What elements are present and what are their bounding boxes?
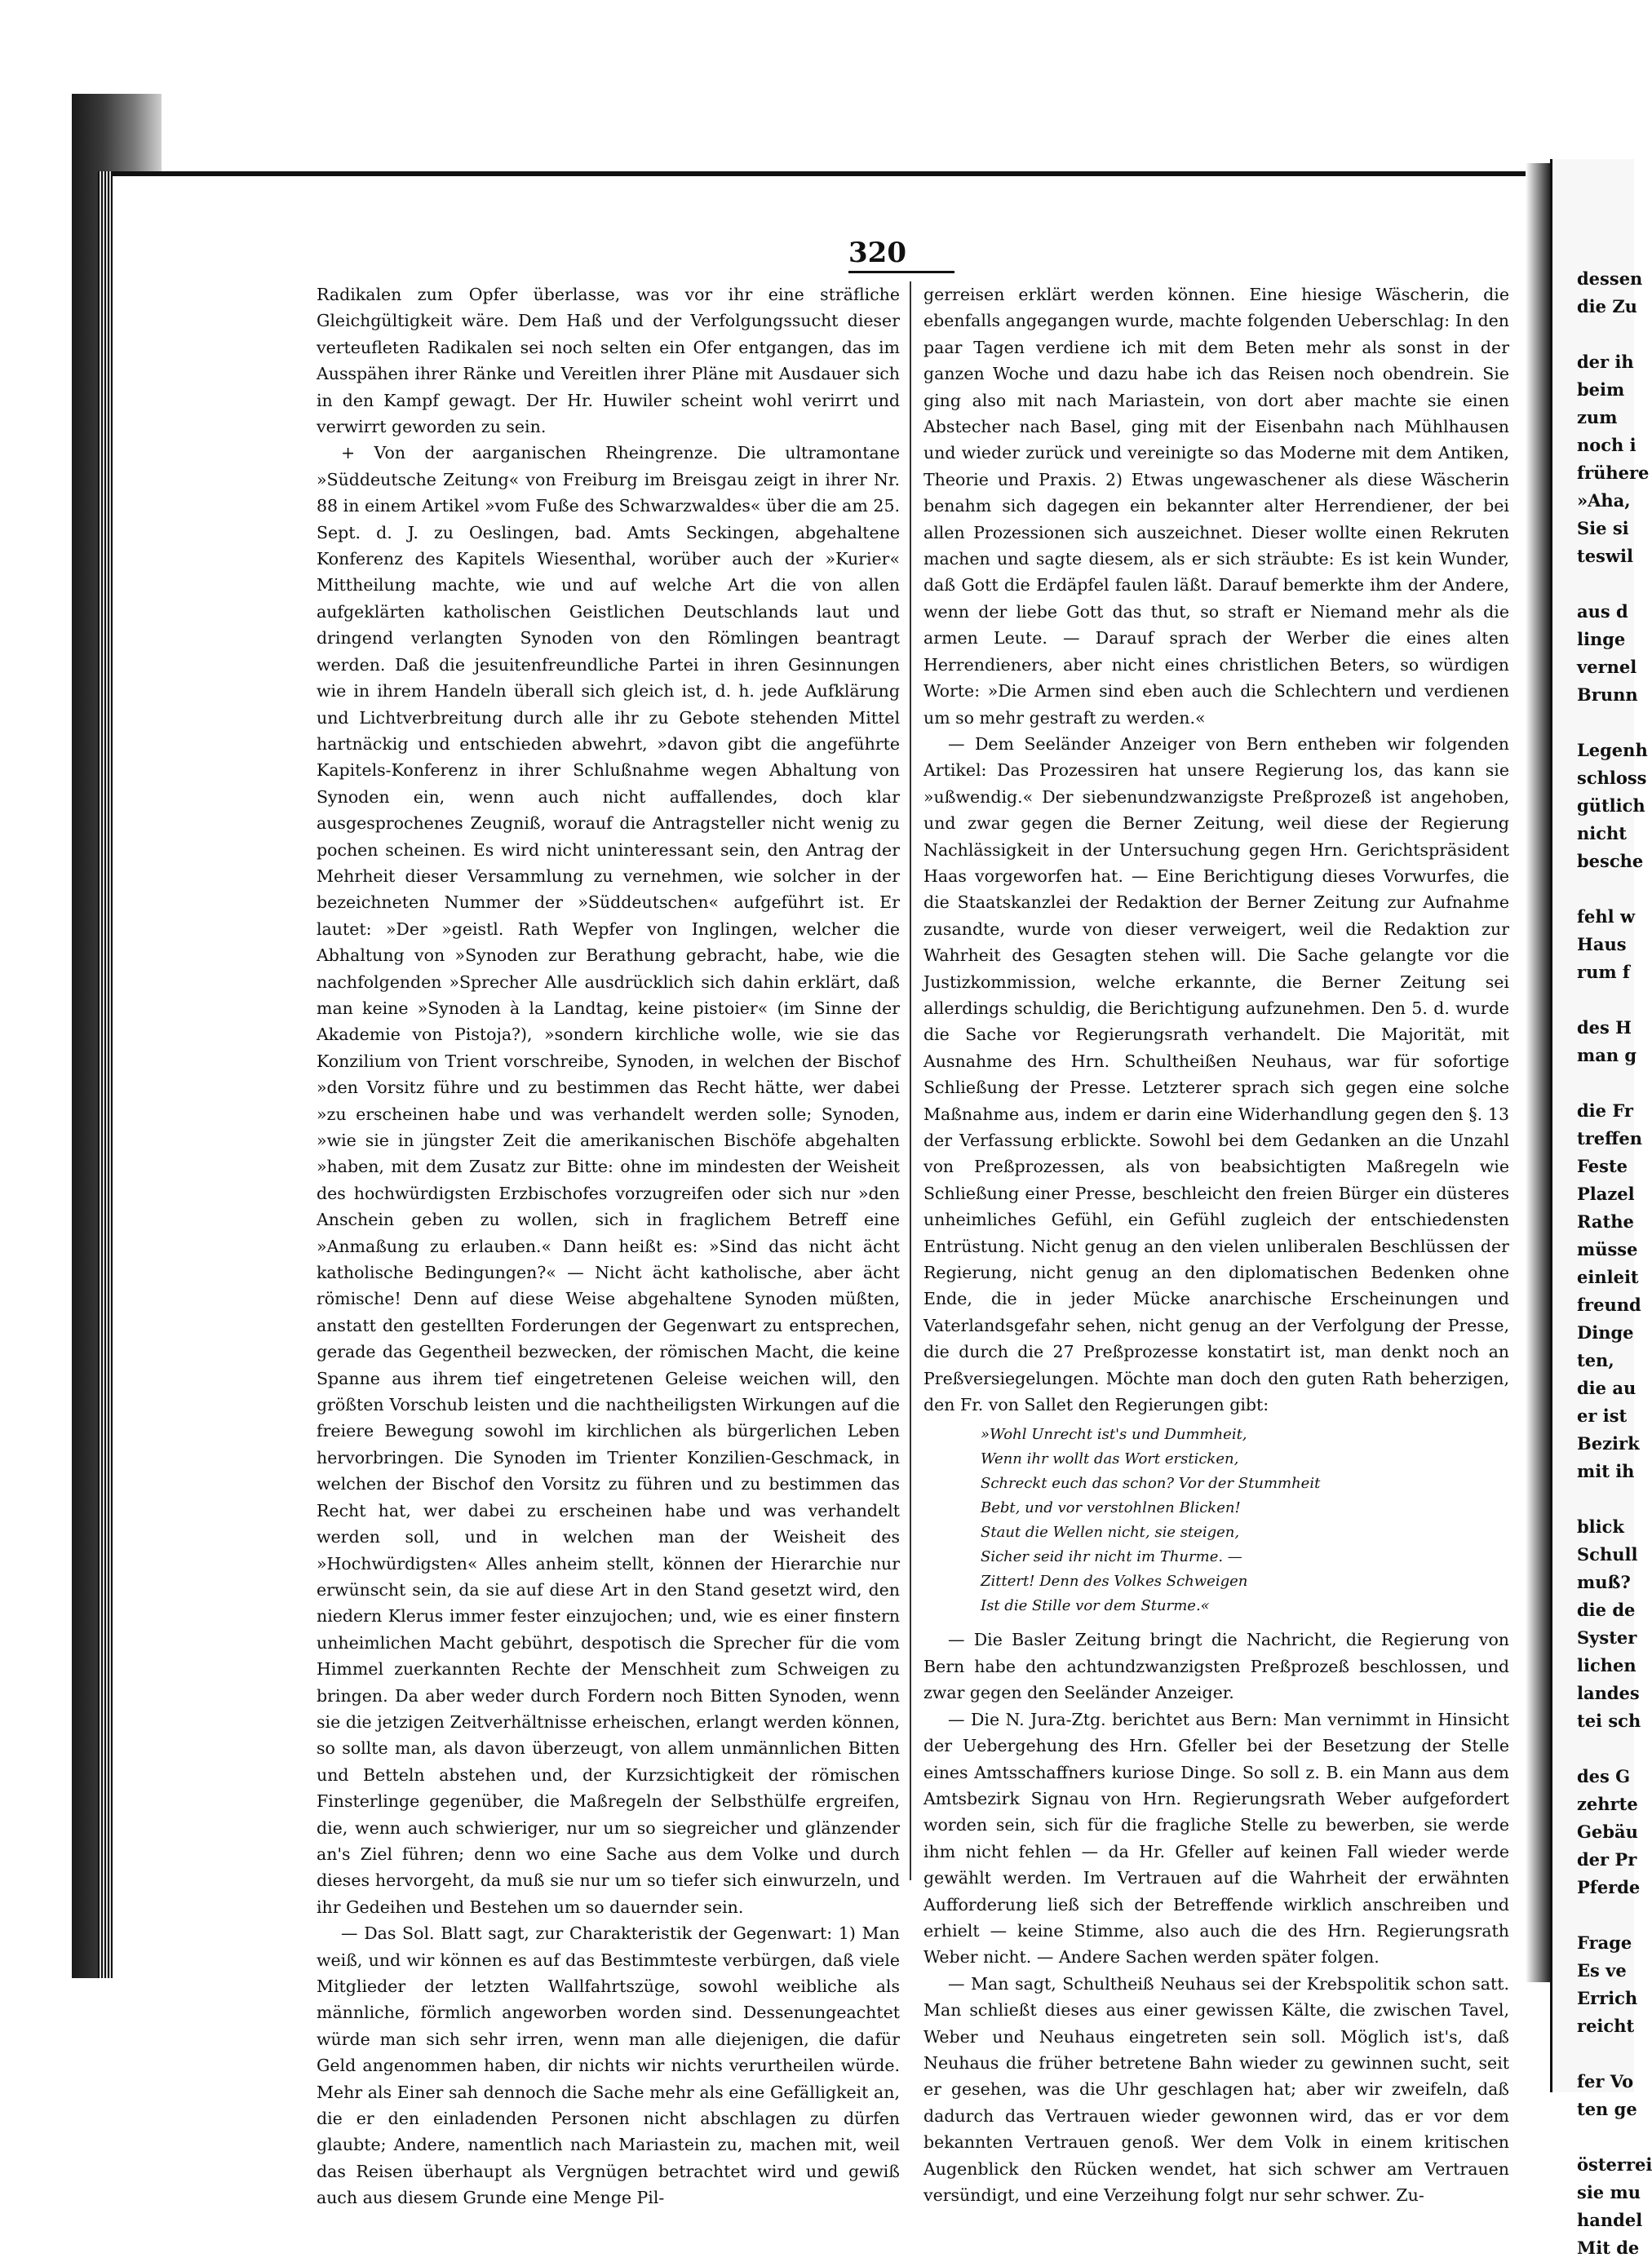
facing-page-fragment: treffen: [1577, 1128, 1642, 1149]
facing-page-fragment: [1552, 2123, 1634, 2151]
facing-page-fragment: sie mu: [1577, 2182, 1641, 2202]
facing-page-fragment: des H: [1577, 1017, 1632, 1038]
page-edge-stack: [98, 171, 113, 1978]
facing-page-fragment: die de: [1577, 1600, 1636, 1620]
facing-page-fragment: Pferde: [1577, 1877, 1641, 1897]
facing-page-fragment: Rathe: [1577, 1211, 1634, 1232]
facing-page-fragment: Frage: [1577, 1932, 1632, 1953]
facing-page-fragment: blick: [1577, 1516, 1624, 1537]
facing-page-fragment: mit ih: [1577, 1461, 1635, 1481]
page-number-rule: [848, 271, 954, 273]
facing-page-fragment: landes: [1577, 1683, 1640, 1703]
facing-page-fragment: frühere: [1577, 463, 1650, 483]
page-number: 320: [848, 237, 906, 269]
facing-page-fragment: teswil: [1577, 546, 1633, 566]
facing-page-fragment: Plazel: [1577, 1184, 1635, 1204]
left-paragraph: + Von der aarganischen Rheingrenze. Die ultramontane »Süddeutsche Zeitung« von Freiburg im Breisgau zeigt in ihrer Nr. 88 in einem Artikel »vom Fuße des Schwarzwaldes« über die am 25. Sept. d. J. zu Oeslingen, bad. Amts Seckingen, abgehaltene Konferenz des Kapitels Wiesenthal, worüber auch der »Kurier« Mittheilung machte, wie und auf welche Art die von allen aufgeklärten katholischen Geistlichen Deutschlands laut und dringend verlangten Synoden von den Römlingen beantragt werden. Daß die jesuitenfreundliche Partei in ihren Gesinnungen wie in ihrem Handeln überall sich gleich ist, d. h. jede Aufklärung und Lichtverbreitung durch alle ihr zu Gebote stehenden Mittel hartnäckig und entschieden abwehrt, »davon gibt die angeführte Kapitels-Konferenz in ihrer Schlußnahme wegen Abhaltung von Synoden ein, wenn auch nicht auffallendes, doch klar ausgesprochenes Zeugniß, worauf die Antragsteller nicht wenig zu pochen scheinen. Es wird nicht uninteressant sein, den Antrag der Mehrheit dieser Versammlung zu vernehmen, wie solcher in der bezeichneten Nummer der »Süddeutschen« aufgeführt ist. Er lautet: »Der »geistl. Rath Wepfer von Inglingen, welcher die Abhaltung von »Synoden zur Berathung gebracht, habe, wie die nachfolgenden »Sprecher Alle ausdrücklich sich dahin erklärt, daß man keine »Synoden à la Landtag, keine pistoier« (im Sinne der Akademie von Pistoja?), »sondern kirchliche wolle, wie sie das Konzilium von Trient vorschreibe, Synoden, in welchen der Bischof »den Vorsitz führe und zu bestimmen das Recht hätte, wer dabei »zu erscheinen habe und was verhandelt werden solle; Synoden, »wie sie in jüngster Zeit die amerikanischen Bischöfe abgehalten »haben, mit dem Zusatz zur Bitte: ohne im mindesten der Weisheit des hochwürdigsten Erzbischofes vorzugreifen oder sich nur »den Anschein geben zu wollen, sich in fraglichem Betreff eine »Anmaßung zu erlauben.« Dann heißt es: »Sind das nicht ächt katholische Bedingungen?« — Nicht ächt katholische, aber ächt römische! Denn auf diese Weise abgehaltene Synoden müßten, anstatt den gestellten Forderungen der Gegenwart zu entsprechen, gerade das Gegentheil bezwecken, der römischen Macht, die keine Spanne aus ihrem tief eingetretenen Geleise weichen will, den größten Vorschub leisten und die nachtheiligsten Wirkungen auf die freiere Bewegung sowohl im kirchlichen als bürgerlichen Leben hervorbringen. Die Synoden im Trienter Konzilien-Geschmack, in welchen der Bischof den Vorsitz zu führen und zu bestimmen das Recht hat, wer dabei zu erscheinen habe und was verhandelt werden soll, und in welchen man der Weisheit des »Hochwürdigsten« Alles anheim stellt, können der Hierarchie nur erwünscht sein, da sie auf diese Art in den Stand gesetzt wird, den niedern Klerus immer fester einzujochen; und, wie es einer finstern unheimlichen Macht gebührt, despotisch die Sprecher für die vom Himmel zuerkannten Rechte der Menschheit zum Schweigen zu bringen. Da aber weder durch Fordern noch Bitten Synoden, wenn sie die jetzigen Zeitverhältnisse erheischen, erlangt werden können, so sollte man, als davon überzeugt, von allem unmännlichen Bitten und Betteln abstehen und, der Kurzsichtigkeit der römischen Finsterlinge gegenüber, die Maßregeln der Selbsthülfe ergreifen, die, wenn auch schwieriger, nur um so siegreicher und glänzender an's Ziel führen; denn wo eine Sache aus dem Volke und durch dieses hervorgeht, da muß sie nur um so tiefer sich einwurzeln, und ihr Gedeihen und Bestehen um so dauernder sein.: [317, 443, 900, 1917]
right-column: [923, 281, 1509, 2208]
facing-page-fragment: beim: [1577, 379, 1625, 400]
facing-page-fragment: muß?: [1577, 1572, 1631, 1592]
facing-page-fragment: Gebäu: [1577, 1822, 1638, 1842]
poem-line: Bebt, und vor verstohlnen Blicken!: [981, 1499, 1241, 1517]
facing-page-edge: [1550, 159, 1652, 2258]
facing-page-fragment: [1552, 1901, 1634, 1929]
poem-line: Zittert! Denn des Volkes Schweigen: [981, 1573, 1248, 1591]
facing-page-fragment: [1552, 709, 1634, 737]
poem-line: »Wohl Unrecht ist's und Dummheit,: [981, 1426, 1247, 1444]
right-paragraph: gerreisen erklärt werden können. Eine hiesige Wäscherin, die ebenfalls angegangen wurde, machte folgenden Ueberschlag: In den paar Tagen verdiene ich mit dem Beten mehr als sonst in der ganzen Woche und dazu habe ich das Reisen noch obendrein. Sie ging also mit nach Mariastein, von dort aber machte sie einen Abstecher nach Basel, ging mit der Eisenbahn nach Mühlhausen und wieder zurück und vereinigte so das Moderne mit dem Antiken, Theorie und Praxis. 2) Etwas ungewaschener als diese Wäscherin benahm sich dagegen ein bekannter alter Herrendiener, der bei allen Prozessionen sich auszeichnet. Dieser wollte einen Rekruten machen und sagte diesem, als er sich sträubte: Es ist kein Wunder, daß Gott die Erdäpfel faulen läßt. Darauf bemerkte ihm der Andere, wenn der liebe Gott das thut, so straft er Niemand mehr als die armen Leute. — Darauf sprach der Werber die eines alten Herrendieners, aber nicht eines christlichen Beters, so würdigen Worte: »Die Armen sind eben auch die Schlechtern und verdienen um so mehr gestraft zu werden.«: [923, 285, 1510, 728]
facing-page-fragment: »Aha,: [1577, 490, 1631, 511]
facing-page-fragment: Feste: [1577, 1156, 1628, 1176]
right-paragraph: — Man sagt, Schultheiß Neuhaus sei der Krebspolitik schon satt. Man schließt dieses aus einer gewissen Kälte, die zwischen Tavel, Weber und Neuhaus eingetreten sein soll. Möglich ist's, daß Neuhaus die früher betretene Bahn wieder zu gewinnen sucht, seit er gesehen, was die Uhr geschlagen hat; aber wir zweifeln, daß dadurch das Vertrauen wieder gewonnen wird, das er vor dem bekannten Vertrauen genoß. Wer dem Volk in einem kritischen Augenblick den Rücken wendet, hat sich schwer am Vertrauen versündigt, und eine Verzeihung folgt nur sehr schwer. Zu-: [923, 1973, 1509, 2205]
facing-page-fragment: noch i: [1577, 435, 1636, 455]
left-paragraph: — Das Sol. Blatt sagt, zur Charakteristik der Gegenwart: 1) Man weiß, und wir können es auf das Bestimmteste verbürgen, daß viele Mitglieder der letzten Wallfahrtszüge, sowohl weibliche als männliche, förmlich angeworben worden sind. Dessenungeachtet würde man sich sehr irren, wenn man alle diejenigen, die dafür Geld angenommen haben, dir nichts wir nichts verurtheilen würde. Mehr als Einer sah dennoch die Sache mehr als eine Gefälligkeit an, die er den einladenden Personen nicht abschlagen zu dürfen glaubte; Andere, namentlich nach Mariastein zu, machen mit, weil das Reisen überhaupt als Vergnügen betrachtet wird und gewiß auch aus diesem Grunde eine Menge Pil-: [317, 1923, 900, 2208]
facing-page-fragment: freund: [1577, 1295, 1641, 1315]
right-paragraph: — Die Basler Zeitung bringt die Nachricht, die Regierung von Bern habe den achtundzwanzigsten Preßprozeß beschlossen, und zwar gegen den Seeländer Anzeiger.: [923, 1630, 1509, 1703]
facing-page-fragment: lichen: [1577, 1655, 1636, 1675]
facing-page-fragment: [1552, 570, 1634, 598]
facing-page-fragment: ten,: [1577, 1350, 1614, 1370]
left-column: [317, 281, 900, 2211]
facing-page-fragment: der Pr: [1577, 1849, 1637, 1870]
facing-page-fragment: Haus: [1577, 934, 1627, 954]
facing-page-fragment: zehrte: [1577, 1794, 1638, 1814]
facing-page-fragment: Brunn: [1577, 684, 1638, 705]
facing-page-fragment: die Zu: [1577, 296, 1637, 317]
facing-page-fragment: [1552, 2040, 1634, 2068]
facing-page-fragment: Legenh: [1577, 740, 1648, 760]
facing-page-fragment: Bezirk: [1577, 1433, 1640, 1454]
facing-page-fragment: dessen: [1577, 268, 1643, 289]
facing-page-fragment: [1552, 875, 1634, 903]
facing-page-fragment: Dinge: [1577, 1322, 1634, 1343]
poem-line: Ist die Stille vor dem Sturme.«: [981, 1597, 1210, 1615]
facing-page-fragment: österrei: [1577, 2154, 1652, 2175]
facing-page-fragment: Mit de: [1577, 2238, 1640, 2258]
facing-page-fragment: rum f: [1577, 962, 1630, 982]
facing-page-fragment: Errich: [1577, 1988, 1638, 2008]
facing-page-fragment: ten ge: [1577, 2099, 1637, 2119]
poem-line: Schreckt euch das schon? Vor der Stummheit: [981, 1475, 1321, 1493]
facing-page-fragment: schloss: [1577, 768, 1647, 788]
left-paragraph: Radikalen zum Opfer überlasse, was vor ihr eine sträfliche Gleichgültigkeit wäre. Dem Haß und der Verfolgungssucht dieser verteufleten Radikalen sei noch selten ein Ofer entgangen, das im Ausspähen ihrer Ränke und Vereitlen ihrer Pläne mit Ausdauer sich in den Kampf gewagt. Der Hr. Huwiler scheint wohl verirrt und verwirrt geworden zu sein.: [317, 285, 900, 437]
right-paragraph: — Dem Seeländer Anzeiger von Bern entheben wir folgenden Artikel: Das Prozessiren hat unsere Regierung los, das kann sie »ußwendig.« Der siebenundzwanzigste Preßprozeß ist angehoben, und zwar gegen die Berner Zeitung, weil diese der Regierung Nachlässigkeit in der Untersuchung gegen Hrn. Gerichtspräsident Haas vorgeworfen hat. — Eine Berichtigung dieses Vorwurfes, die die Staatskanzlei der Redaktion der Berner Zeitung zur Aufnahme zusandte, wurde von dieser verweigert, weil die Redaktion zur Wahrheit des Gesagten stehen will. Die Sache gelangte vor die Justizkommission, welche erkannte, die Berner Zeitung sei allerdings schuldig, die Berichtigung aufzunehmen. Den 5. d. wurde die Sache vor Regierungsrath verhandelt. Die Majorität, mit Ausnahme des Hrn. Schultheißen Neuhaus, war für sofortige Schließung der Presse. Letzterer sprach sich gegen eine solche Maßnahme aus, indem er darin eine Widerhandlung gegen den §. 13 der Verfassung erblickte. Sowohl bei dem Gedanken an die Unzahl von Preßprozessen, als von beabsichtigten Maßregeln wie Schließung einer Presse, beschleicht den freien Bürger ein düsteres unheimliches Gefühl, ein Gefühl zugleich der entschiedensten Entrüstung. Nicht genug an den vielen unliberalen Beschlüssen der Regierung, nicht genug an den diplomatischen Bedenken ohne Ende, die in jeder Mücke anarchische Erscheinungen und Vaterlandsgefahr sehen, nicht genug an der Verfolgung der Presse, die durch die 27 Preßprozesse konstatirt ist, man denkt noch an Preßversiegelungen. Möchte man doch den guten Rath beherzigen, den Fr. von Sallet den Regierungen gibt:: [923, 733, 1509, 1415]
facing-page-fragment: die au: [1577, 1378, 1636, 1398]
facing-page-fragment: [1552, 986, 1634, 1014]
facing-page-fragment: [1552, 1069, 1634, 1097]
facing-page-fragment: einleit: [1577, 1267, 1639, 1287]
facing-page-fragment: zum: [1577, 407, 1618, 427]
facing-page-fragment: er ist: [1577, 1405, 1628, 1426]
facing-page-fragment: linge: [1577, 629, 1626, 649]
right-paragraph: — Die N. Jura-Ztg. berichtet aus Bern: Man vernimmt in Hinsicht der Uebergehung des Hrn. Gfeller bei der Besetzung der Stelle eines Amtsschaffners kuriose Dinge. So soll z. B. ein Mann aus dem Amtsbezirk Signau von Hrn. Regierungsrath Weber aufgefordert worden sein, sich für die fragliche Stelle zu bewerben, sie werde ihm nicht fehlen — da Hr. Gfeller auf keinen Fall wieder werde gewählt werden. Im Vertrauen auf die Wahrheit der erwähnten Aufforderung ließ sich der Betreffende wirklich anschreiben und erhielt — keine Stimme, also auch die des Hrn. Regierungsrath Weber nicht. — Andere Sachen werden später folgen.: [923, 1709, 1509, 1968]
facing-page-fragment: fehl w: [1577, 906, 1636, 927]
poem: [981, 1423, 1509, 1618]
facing-page-fragment: gütlich: [1577, 795, 1645, 816]
facing-page-fragment: Es ve: [1577, 1960, 1627, 1981]
facing-page-fragment: Schull: [1577, 1544, 1638, 1565]
poem-line: Staut die Wellen nicht, sie steigen,: [981, 1524, 1240, 1542]
facing-page-fragment: besche: [1577, 851, 1644, 871]
facing-page-fragment: [1552, 1485, 1634, 1513]
poem-line: Sicher seid ihr nicht im Thurme. —: [981, 1548, 1242, 1566]
facing-page-fragment: tei sch: [1577, 1711, 1641, 1731]
facing-page-fragment: fer Vo: [1577, 2071, 1634, 2092]
poem-line: Wenn ihr wollt das Wort ersticken,: [981, 1450, 1239, 1468]
facing-page-fragment: vernel: [1577, 657, 1637, 677]
facing-page-fragment: des G: [1577, 1766, 1631, 1786]
facing-page-fragment: reicht: [1577, 2016, 1635, 2036]
facing-page-fragment: aus d: [1577, 601, 1628, 622]
facing-page-fragment: der ih: [1577, 352, 1634, 372]
facing-page-fragment: die Fr: [1577, 1100, 1633, 1121]
gutter-shadow: [1526, 163, 1550, 1982]
facing-page-fragment: handel: [1577, 2210, 1643, 2230]
facing-page-fragment: [1552, 1735, 1634, 1763]
facing-page-fragment: Syster: [1577, 1627, 1637, 1648]
facing-page-fragment: man g: [1577, 1045, 1637, 1065]
column-divider: [910, 281, 911, 1880]
facing-page-fragment: nicht: [1577, 823, 1628, 843]
facing-page-fragment: Sie si: [1577, 518, 1629, 538]
facing-page-fragment: [1552, 321, 1634, 348]
facing-page-fragment: müsse: [1577, 1239, 1638, 1259]
